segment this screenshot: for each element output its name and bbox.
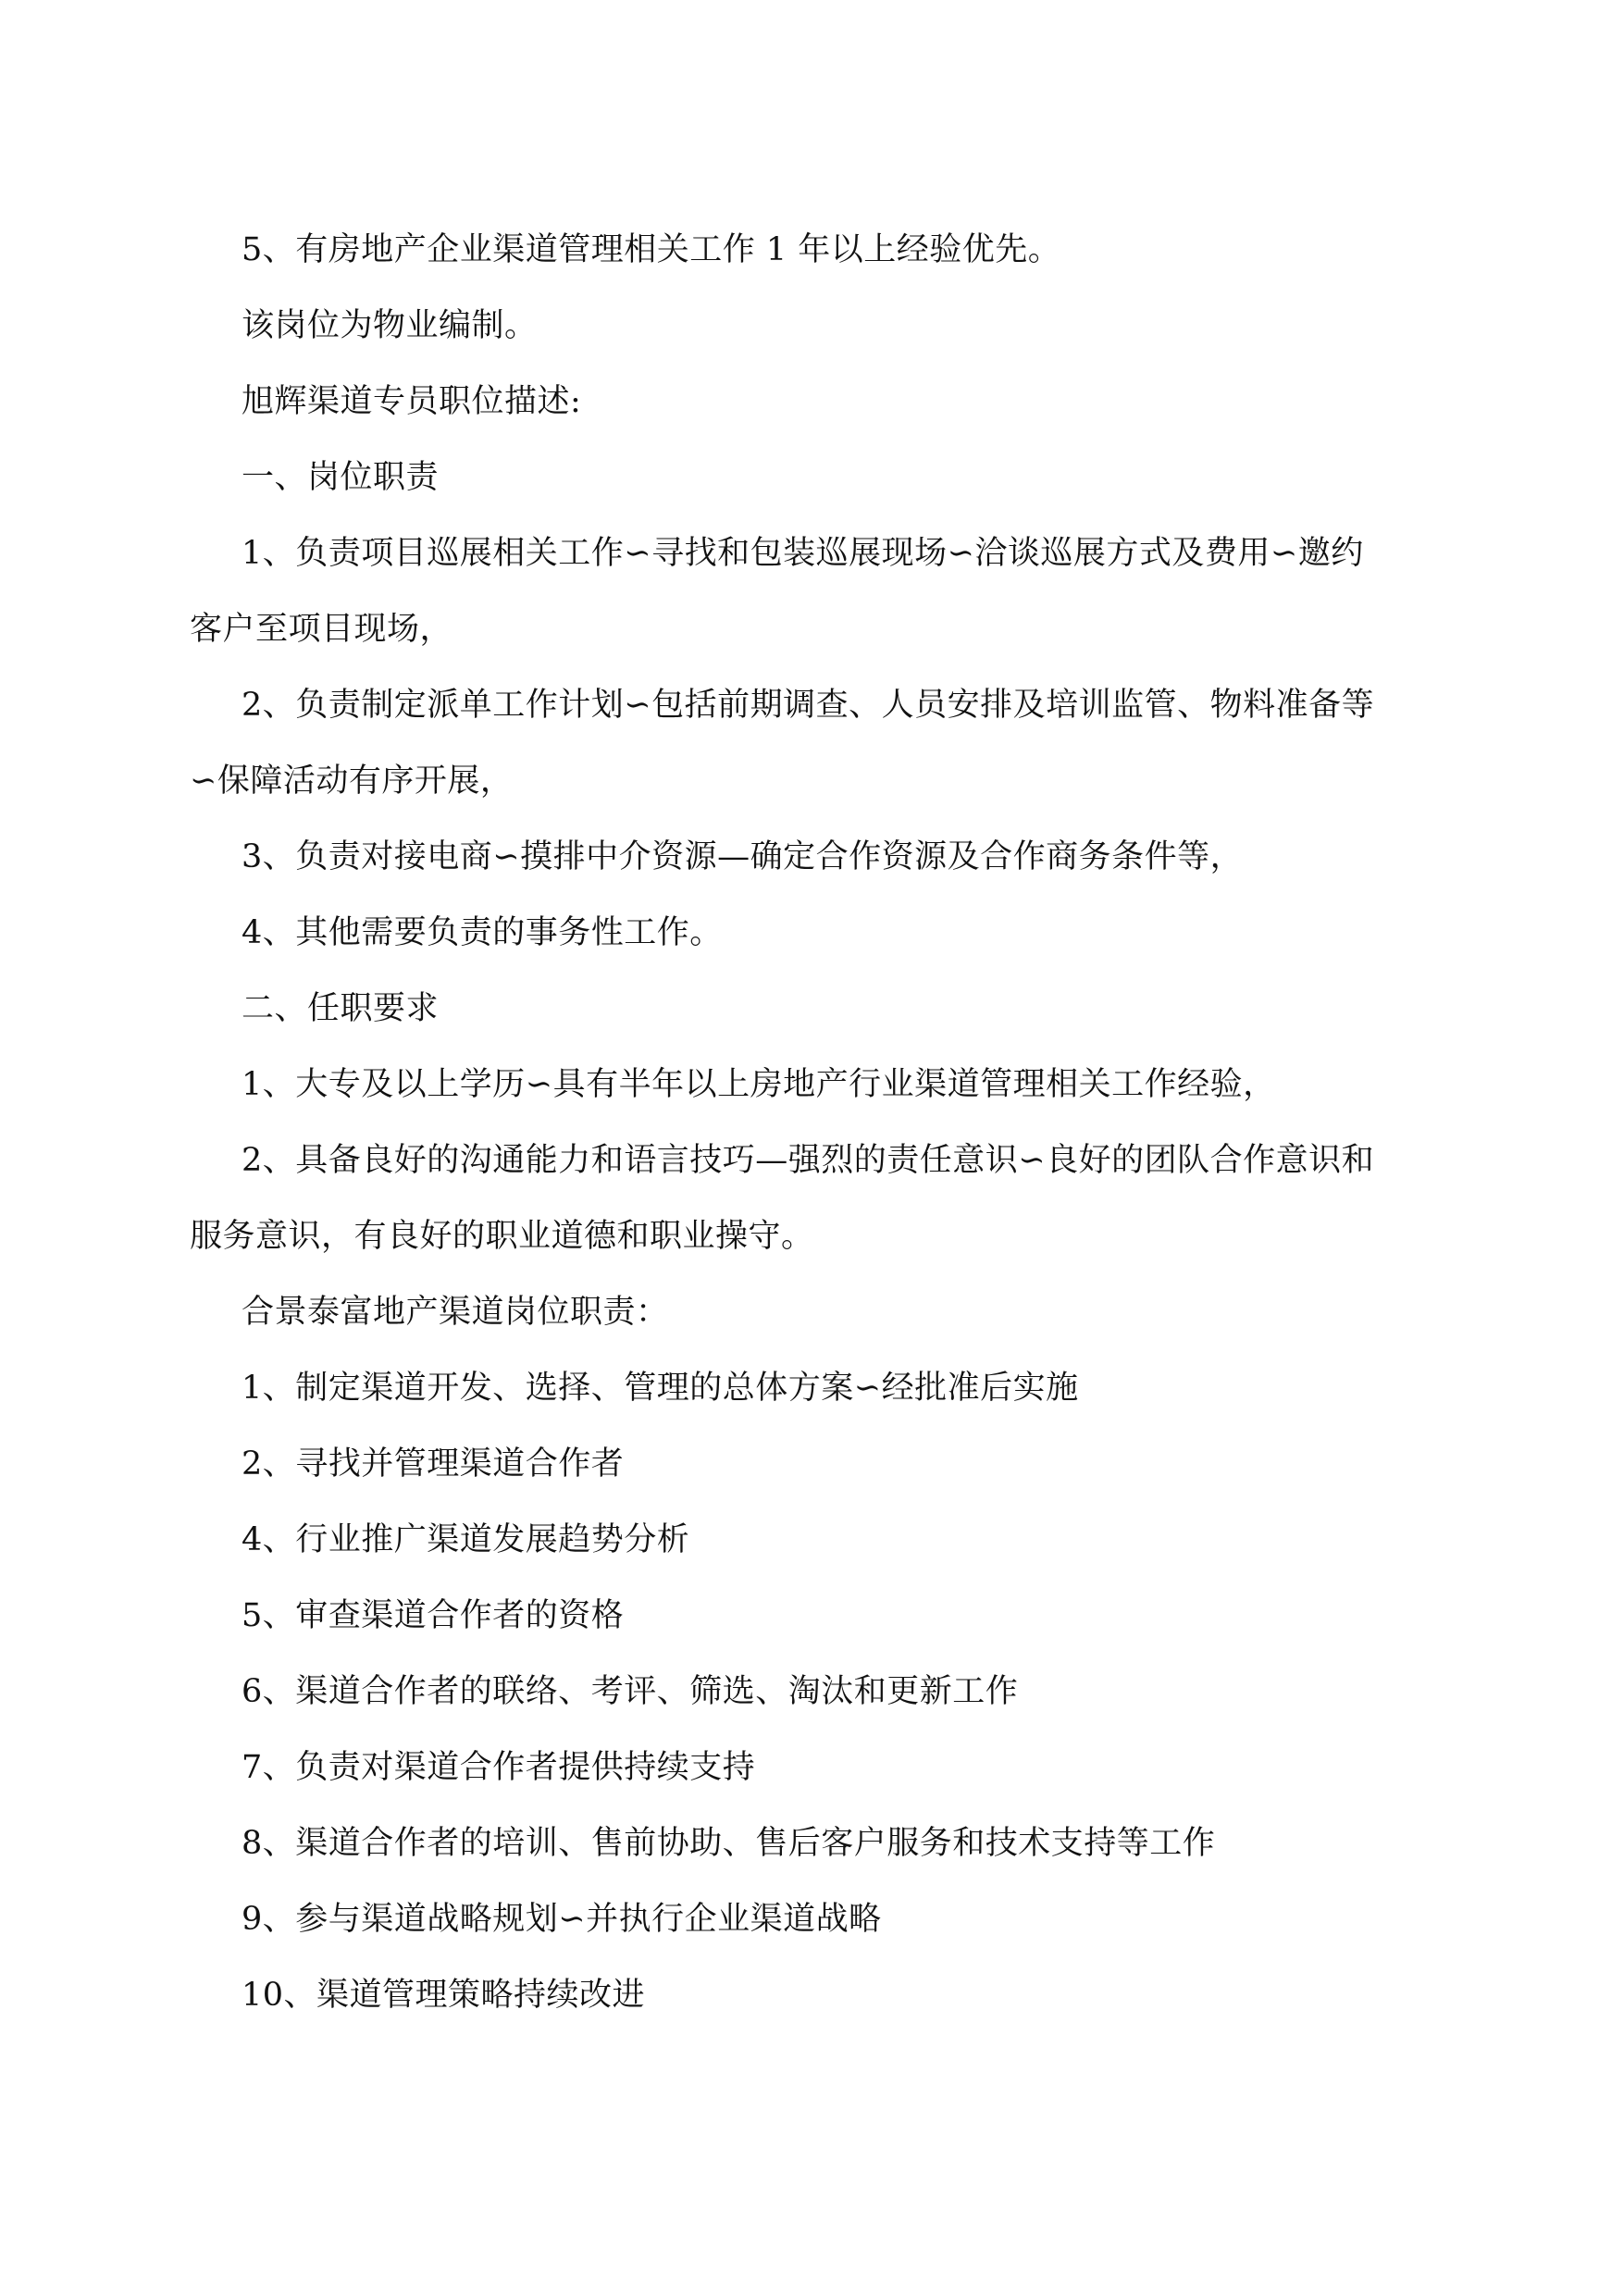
text-line: 1、负责项目巡展相关工作∽寻找和包装巡展现场∽洽谈巡展方式及费用∽邀约 [242, 535, 1364, 572]
text-line: 8、渠道合作者的培训、售前协助、售后客户服务和技术支持等工作 [242, 1825, 1216, 1862]
text-line: 该岗位为物业编制。 [242, 307, 538, 344]
text-line: 4、行业推广渠道发展趋势分析 [242, 1521, 690, 1558]
text-line: 2、负责制定派单工作计划∽包括前期调查、人员安排及培训监管、物料准备等 [242, 687, 1375, 724]
text-line: 合景泰富地产渠道岗位职责： [242, 1294, 669, 1331]
text-line: 6、渠道合作者的联络、考评、筛选、淘汰和更新工作 [242, 1673, 1019, 1710]
document-body [190, 212, 1441, 2033]
text-line: 二、任职要求 [242, 990, 440, 1027]
text-line: 4、其他需要负责的事务性工作。 [242, 914, 723, 951]
text-line: 5、有房地产企业渠道管理相关工作 1 年以上经验优先。 [242, 231, 1061, 268]
text-line: 3、负责对接电商∽摸排中介资源—确定合作资源及合作商务条件等， [242, 838, 1244, 875]
text-line: 2、寻找并管理渠道合作者 [242, 1445, 625, 1482]
text-line: 10、渠道管理策略持续改进 [242, 1977, 646, 2014]
text-line: 一、岗位职责 [242, 459, 440, 496]
text-line: 1、大专及以上学历∽具有半年以上房地产行业渠道管理相关工作经验， [242, 1066, 1276, 1103]
text-line: 服务意识，有良好的职业道德和职业操守。 [190, 1218, 814, 1255]
text-line: 5、审查渠道合作者的资格 [242, 1597, 625, 1634]
text-line: 1、制定渠道开发、选择、管理的总体方案∽经批准后实施 [242, 1370, 1079, 1407]
text-line: ∽保障活动有序开展， [190, 763, 514, 800]
text-line: 7、负责对渠道合作者提供持续支持 [242, 1749, 756, 1786]
text-line: 客户至项目现场， [190, 611, 453, 648]
text-line: 9、参与渠道战略规划∽并执行企业渠道战略 [242, 1901, 882, 1938]
text-line: 旭辉渠道专员职位描述: [242, 383, 582, 420]
text-line: 2、具备良好的沟通能力和语言技巧—强烈的责任意识∽良好的团队合作意识和 [242, 1142, 1375, 1179]
